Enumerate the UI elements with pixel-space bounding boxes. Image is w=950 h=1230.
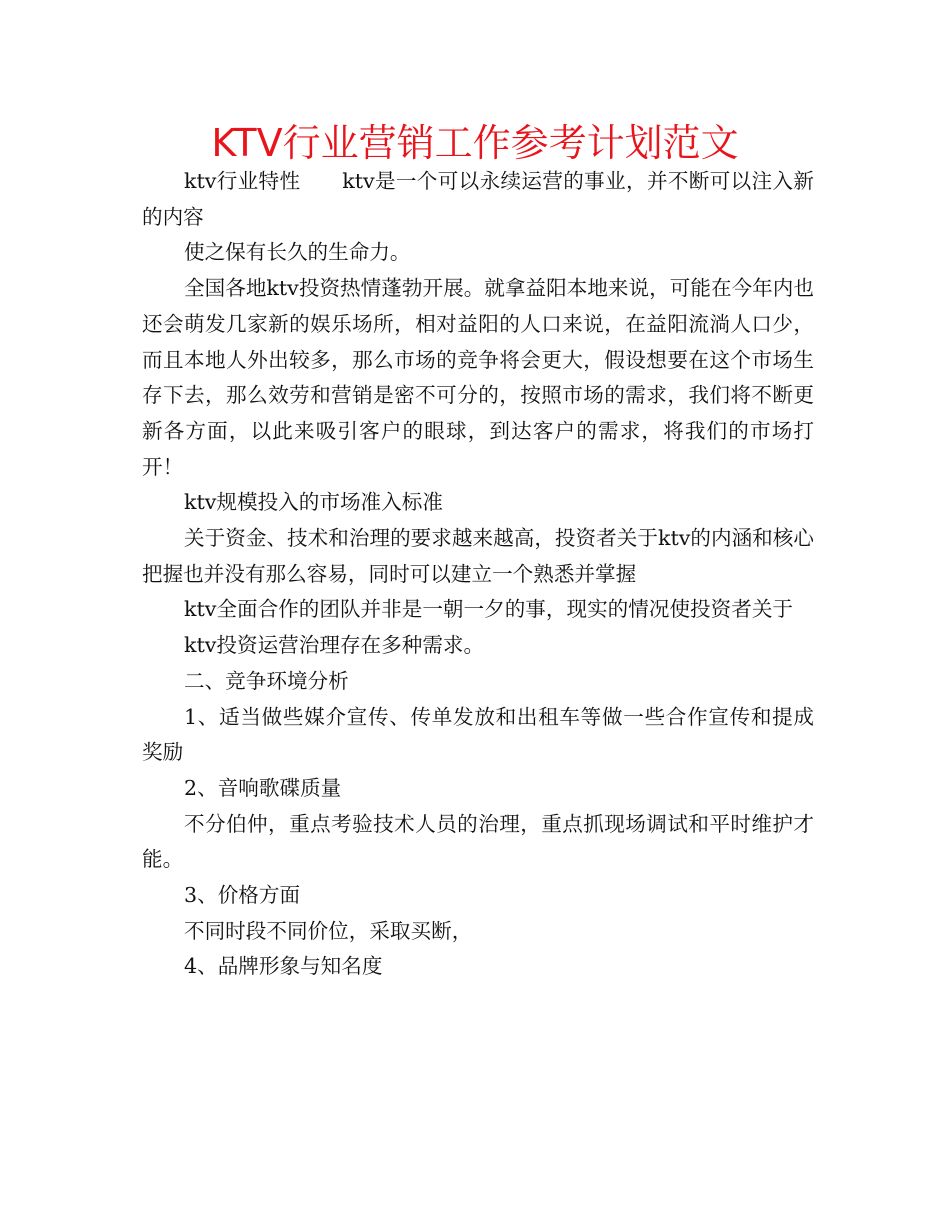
paragraph-audio-detail: 不分伯仲，重点考验技术人员的治理，重点抓现场调试和平时维护才能。 xyxy=(142,811,814,872)
paragraph-vitality: 使之保有长久的生命力。 xyxy=(184,240,411,265)
paragraph-requirements: 关于资金、技术和治理的要求越来越高，投资者关于ktv的内涵和核心把握也并没有那么容易，同时可以建立一个熟悉并掌握 xyxy=(142,526,814,586)
paragraph-team: ktv全面合作的团队并非是一朝一夕的事，现实的情况使投资者关于 xyxy=(184,597,794,622)
section-heading-competition: 二、竞争环境分析 xyxy=(184,668,349,693)
list-item-1-promotion: 1、适当做些媒介宣传、传单发放和出租车等做一些合作宣传和提成奖励 xyxy=(142,704,814,765)
document-title: KTV行业营销工作参考计划范文 xyxy=(211,121,739,165)
paragraph-entry-standard-heading: ktv规模投入的市场准入标准 xyxy=(184,490,443,515)
paragraph-price-detail: 不同时段不同价位，采取买断， xyxy=(184,918,473,943)
list-item-2-audio-quality: 2、音响歌碟质量 xyxy=(184,775,342,800)
paragraph-needs: ktv投资运营治理存在多种需求。 xyxy=(184,633,485,658)
list-item-3-price: 3、价格方面 xyxy=(184,883,301,908)
document-body xyxy=(142,164,814,985)
paragraph-industry-traits: ktv行业特性 ktv是一个可以永续运营的事业，并不断可以注入新的内容 xyxy=(142,169,814,229)
paragraph-market-situation: 全国各地ktv投资热情蓬勃开展。就拿益阳本地来说，可能在今年内也还会萌发几家新的娱乐场所，相对益阳的人口来说，在益阳流淌人口少，而且本地人外出较多，那么市场的竞争将会更大，假设想要在这个市场生存下去，那么效劳和营销是密不可分的，按照市场的需求，我们将不断更新各方面，以此来吸引客户的眼球，到达客户的需求，将我们的市场打开！ xyxy=(142,276,814,479)
list-item-4-brand: 4、品牌形象与知名度 xyxy=(184,954,383,979)
